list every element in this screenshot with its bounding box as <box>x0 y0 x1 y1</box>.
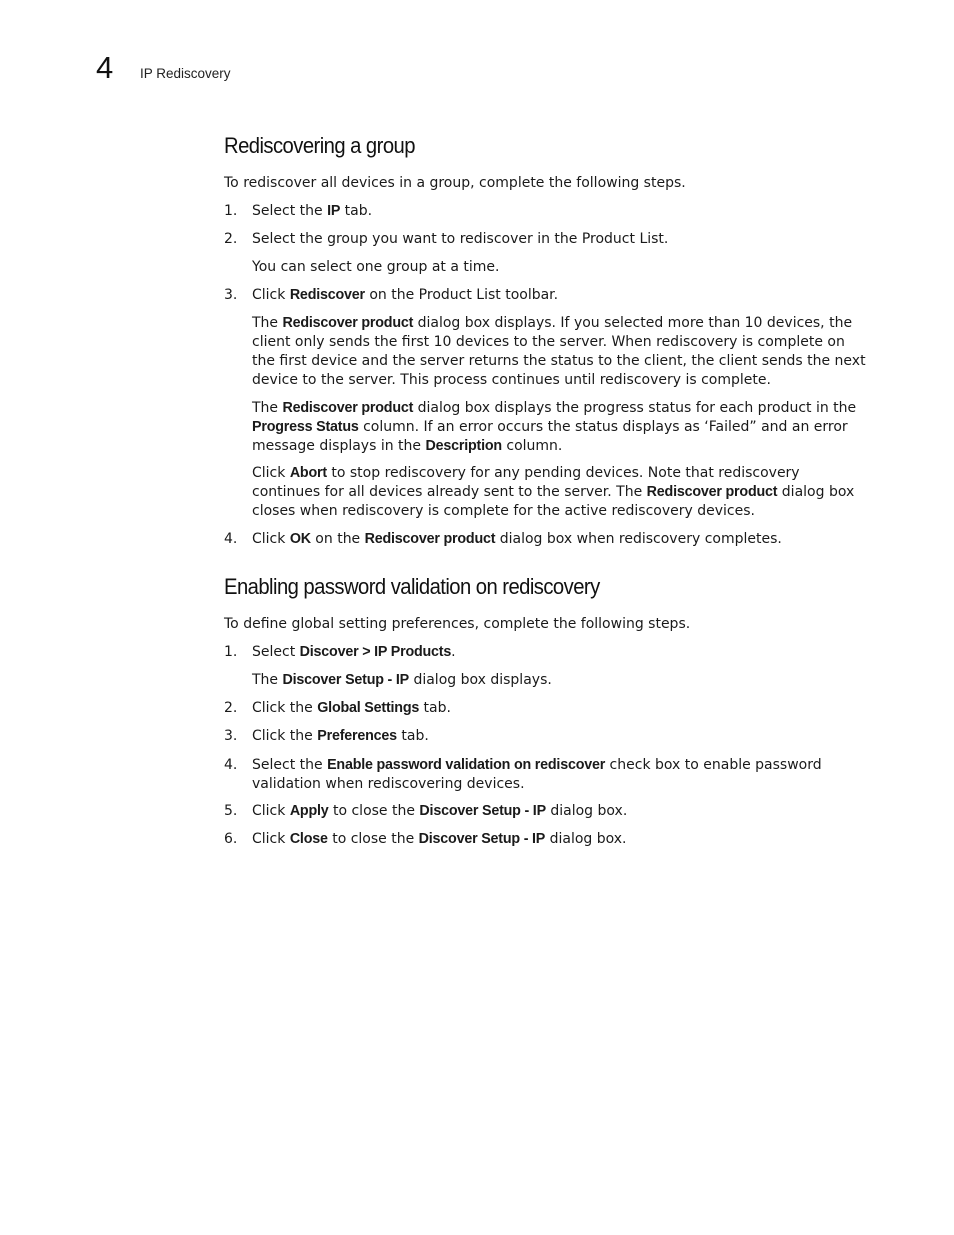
chapter-number: 4 <box>96 50 114 85</box>
section-heading-password-validation: Enabling password validation on rediscovery <box>224 574 600 599</box>
step-number: 6. <box>224 831 238 847</box>
step-text: Click the Preferences tab. <box>252 728 429 744</box>
step-text: Click Close to close the Discover Setup - IP dialog box. <box>252 831 627 847</box>
section1-step-3-paragraph-3: Click Abort to stop rediscovery for any pending devices. Note that rediscovery continues for all devices already sent to the server. The Rediscover product dialog box closes when rediscovery is complete for the active rediscovery devices. <box>252 465 855 519</box>
step-number: 4. <box>224 757 238 773</box>
step-number: 3. <box>224 287 238 303</box>
step-number: 2. <box>224 700 238 716</box>
chapter-title: IP Rediscovery <box>140 66 231 81</box>
step-number: 2. <box>224 231 238 247</box>
section2-intro: To define global setting preferences, complete the following steps. <box>224 616 691 632</box>
step-text: Click Apply to close the Discover Setup - IP dialog box. <box>252 803 628 819</box>
step-number: 1. <box>224 644 238 660</box>
section1-step-3-paragraph-2: The Rediscover product dialog box displays the progress status for each product in the Progress Status column. If an error occurs the status displays as ‘Failed” and an error message displays in the Description column. <box>252 400 857 454</box>
step-number: 1. <box>224 203 238 219</box>
step-text: Select the group you want to rediscover in the Product List. <box>252 231 669 247</box>
step-text: Click Rediscover on the Product List toolbar. <box>252 287 559 303</box>
step-text: Click the Global Settings tab. <box>252 700 451 716</box>
step-text: Select Discover > IP Products. <box>252 644 456 660</box>
step-text: Select the IP tab. <box>252 203 373 219</box>
step-number: 4. <box>224 531 238 547</box>
section1-step-2-note: You can select one group at a time. <box>252 259 500 275</box>
step-number: 5. <box>224 803 238 819</box>
section1-intro: To rediscover all devices in a group, complete the following steps. <box>224 175 686 191</box>
step-text: Click OK on the Rediscover product dialog box when rediscovery completes. <box>252 531 782 547</box>
step-text: Select the Enable password validation on rediscover check box to enable password validation when rediscovering devices. <box>252 757 822 792</box>
section1-step-3-paragraph-1: The Rediscover product dialog box displays. If you selected more than 10 devices, the client only sends the first 10 devices to the server. When rediscovery is complete on the first device and the server returns the status to the client, the client sends the next device to the server. This process continues until rediscovery is complete. <box>252 315 866 388</box>
section2-step-1-note: The Discover Setup - IP dialog box displays. <box>252 672 552 688</box>
section-heading-rediscovering-group: Rediscovering a group <box>224 133 415 158</box>
step-number: 3. <box>224 728 238 744</box>
